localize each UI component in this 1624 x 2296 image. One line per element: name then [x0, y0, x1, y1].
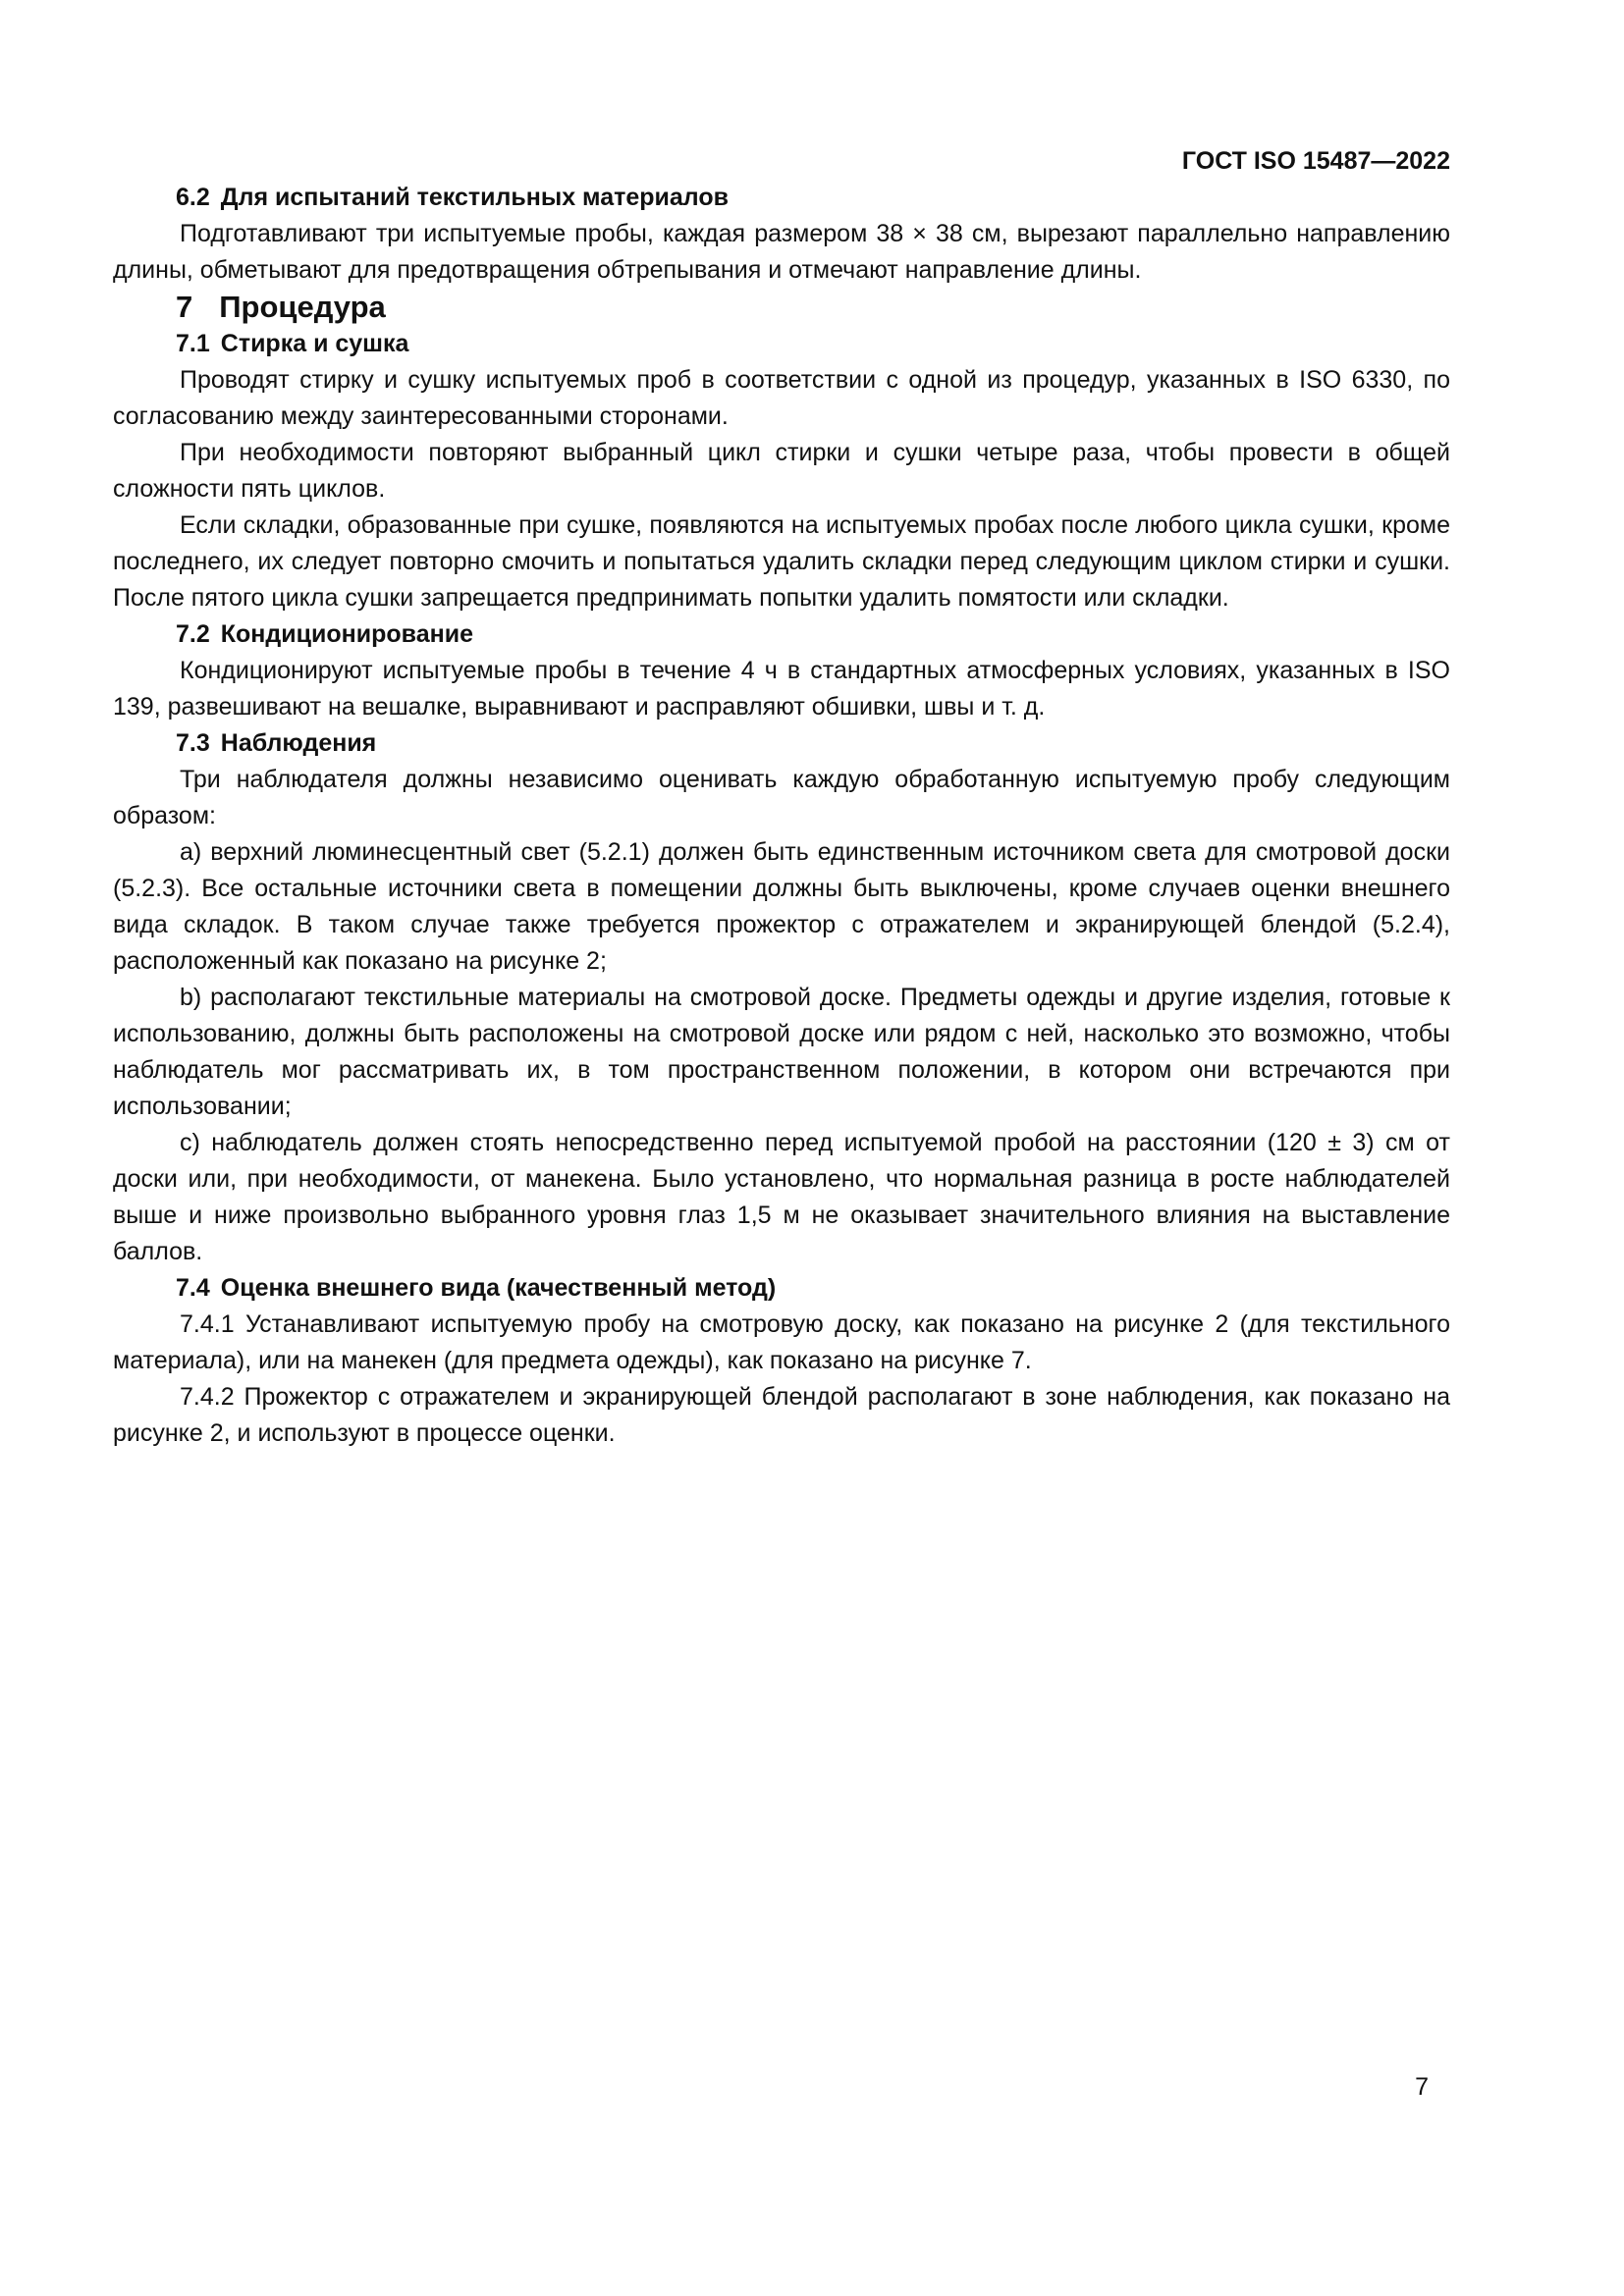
section-heading-7	[113, 289, 1450, 326]
list-item-a: a) верхний люминесцентный свет (5.2.1) должен быть единственным источником света для смотровой доски (5.2.3). Все остальные источники света в помещении должны быть выключены, кроме случаев оценки внешнего вида складок. В таком случае также требуется прожектор с отражателем и экранирующей блендой (5.2.4), расположенный как показано на рисунке 2;	[113, 838, 1450, 975]
section-title: Стирка и сушка	[220, 330, 409, 357]
section-number: 7	[176, 290, 193, 324]
paragraph: Подготавливают три испытуемые пробы, каждая размером 38 × 38 см, вырезают параллельно направлению длины, обметывают для предотвращения обтрепывания и отмечают направление длины.	[113, 220, 1450, 284]
list-item-c: c) наблюдатель должен стоять непосредственно перед испытуемой пробой на расстоянии (120 ± 3) см от доски или, при необходимости, от манекена. Было установлено, что нормальная разница в росте наблюдателей выше и ниже произвольно выбранного уровня глаз 1,5 м не оказывает значительного влияния на выставление баллов.	[113, 1129, 1450, 1265]
paragraph: Кондиционируют испытуемые пробы в течение 4 ч в стандартных атмосферных условиях, указанных в ISO 139, развешивают на вешалке, выравнивают и расправляют обшивки, швы и т. д.	[113, 657, 1450, 721]
running-header: ГОСТ ISO 15487—2022	[1181, 147, 1450, 175]
section-number: 7.3	[176, 729, 210, 757]
section-heading-7-1	[113, 326, 1450, 362]
section-title: Наблюдения	[220, 729, 377, 757]
section-number: 7.1	[176, 330, 210, 357]
section-number: 7.4	[176, 1274, 210, 1302]
section-heading-7-3	[113, 725, 1450, 762]
paragraph-7-4-1: 7.4.1 Устанавливают испытуемую пробу на смотровую доску, как показано на рисунке 2 (для текстильного материала), или на манекен (для предмета одежды), как показано на рисунке 7.	[113, 1310, 1450, 1374]
paragraph: Проводят стирку и сушку испытуемых проб в соответствии с одной из процедур, указанных в ISO 6330, по согласованию между заинтересованными сторонами.	[113, 366, 1450, 430]
page-number: 7	[1415, 2073, 1429, 2101]
paragraph: Если складки, образованные при сушке, появляются на испытуемых пробах после любого цикла сушки, кроме последнего, их следует повторно смочить и попытаться удалить складки перед следующим циклом стирки и сушки. После пятого цикла сушки запрещается предпринимать попытки удалить помятости или складки.	[113, 511, 1450, 612]
text-column	[113, 0, 1450, 1452]
paragraph-7-4-2: 7.4.2 Прожектор с отражателем и экранирующей блендой располагают в зоне наблюдения, как показано на рисунке 2, и используют в процессе оценки.	[113, 1383, 1450, 1447]
section-number: 7.2	[176, 620, 210, 648]
paragraph: При необходимости повторяют выбранный цикл стирки и сушки четыре раза, чтобы провести в общей сложности пять циклов.	[113, 439, 1450, 503]
section-title: Для испытаний текстильных материалов	[220, 184, 729, 211]
paragraph: Три наблюдателя должны независимо оценивать каждую обработанную испытуемую пробу следующим образом:	[113, 766, 1450, 829]
section-title: Оценка внешнего вида (качественный метод)	[220, 1274, 777, 1302]
section-number: 6.2	[176, 184, 210, 211]
section-heading-7-2	[113, 616, 1450, 653]
list-item-b: b) располагают текстильные материалы на смотровой доске. Предметы одежды и другие изделия, готовые к использованию, должны быть расположены на смотровой доске или рядом с ней, насколько это возможно, чтобы наблюдатель мог рассматривать их, в том пространственном положении, в котором они встречаются при использовании;	[113, 984, 1450, 1120]
section-title: Кондиционирование	[220, 620, 473, 648]
section-heading-6-2	[113, 180, 1450, 216]
section-heading-7-4	[113, 1270, 1450, 1307]
section-title: Процедура	[219, 290, 386, 324]
